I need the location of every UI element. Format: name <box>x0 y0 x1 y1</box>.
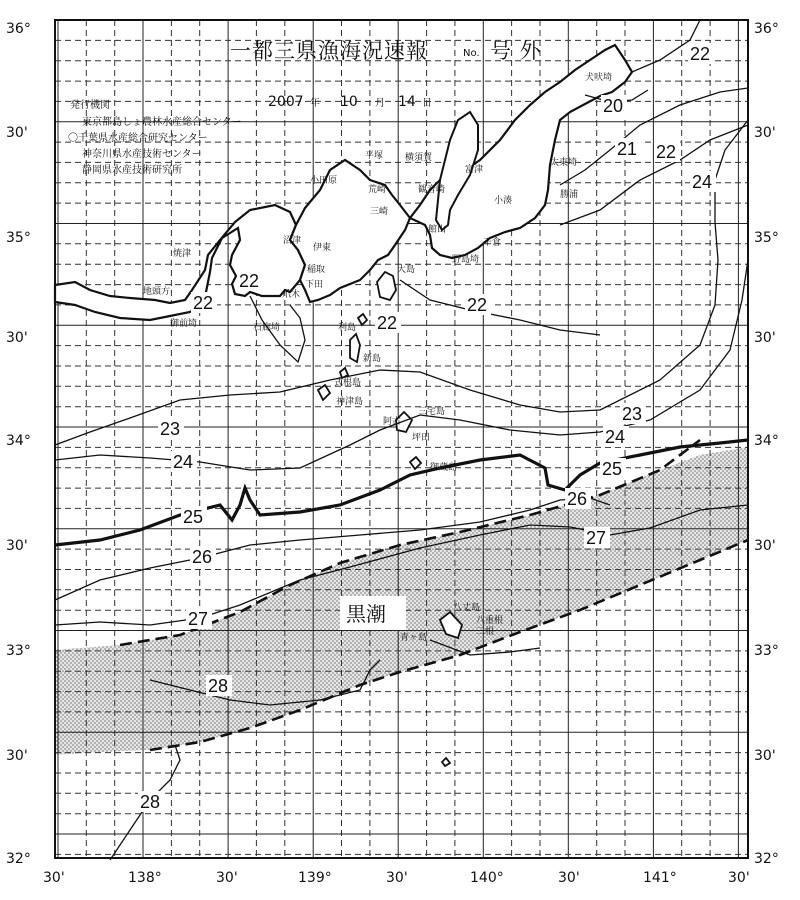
isotherm-label: 22 <box>239 271 260 291</box>
isotherm-label: 27 <box>188 609 209 629</box>
publisher-1: 東京都島しょ農林水産総合センター <box>82 117 242 128</box>
place-label: 大島 <box>397 265 416 275</box>
coastline-honshu <box>55 205 305 320</box>
place-label: 太東埼 <box>550 158 578 168</box>
place-label: 新島 <box>363 354 382 364</box>
place-label: 青ヶ島 <box>400 633 428 643</box>
kuroshio-label: 黒潮 <box>346 602 386 626</box>
place-label: 荒崎 <box>368 185 387 195</box>
longitude-label: 30' <box>558 870 580 886</box>
place-label: 伊東 <box>313 243 332 253</box>
longitude-labels <box>43 870 750 886</box>
longitude-label: 138° <box>128 870 162 886</box>
issue-number: No. <box>463 48 480 59</box>
date-day-unit: 日 <box>422 98 432 109</box>
place-label: 阿古 <box>383 417 402 427</box>
latitude-label-left: 36° <box>6 21 31 37</box>
date-month-unit: 月 <box>375 98 385 109</box>
place-label: 式根島 <box>334 378 362 388</box>
island-kozushima <box>318 385 330 400</box>
place-label: 利島 <box>338 323 357 333</box>
place-label: 坪田 <box>412 433 431 443</box>
place-label: 野島埼 <box>452 255 480 265</box>
place-label: 千倉 <box>483 238 502 248</box>
place-label: 地頭方 <box>143 287 171 297</box>
isotherm-label: 24 <box>692 172 713 192</box>
latitude-label-right: 30' <box>754 538 776 554</box>
publisher-4: 静岡県水産技術研究所 <box>82 165 182 176</box>
island-toshima <box>358 314 367 325</box>
place-label: 下田 <box>305 280 324 290</box>
latitude-label-right: 33° <box>754 643 779 659</box>
isotherm-label: 28 <box>208 676 229 696</box>
isotherm-22-sagami <box>400 280 600 335</box>
issue-suffix: 号 外 <box>490 39 542 63</box>
place-label: 沼津 <box>283 236 302 246</box>
longitude-label: 139° <box>298 870 332 886</box>
latitude-label-left: 33° <box>6 643 31 659</box>
place-label: 三根 <box>476 627 495 637</box>
latitude-label-right: 30' <box>754 125 776 141</box>
isotherm-label: 21 <box>617 139 638 159</box>
latitude-label-left: 30' <box>6 125 28 141</box>
latitude-label-right: 30' <box>754 330 776 346</box>
date-year-unit: 年 <box>310 98 320 109</box>
latitude-label-right: 35° <box>754 230 779 246</box>
latitude-label-left: 30' <box>6 748 28 764</box>
place-label: 八重根 <box>476 616 504 626</box>
longitude-label: 30' <box>386 870 408 886</box>
map-title: 一都三県漁海況速報 <box>230 39 428 63</box>
isotherm-label: 28 <box>140 792 161 812</box>
isotherm-label: 23 <box>160 419 181 439</box>
isotherm-label: 26 <box>192 547 213 567</box>
isotherm-22-north <box>560 125 748 225</box>
latitude-label-right: 34° <box>754 433 779 449</box>
place-label: 観音崎 <box>418 185 446 195</box>
place-label: 横須賀 <box>405 153 433 163</box>
latitude-label-right: 30' <box>754 748 776 764</box>
latitude-label-right: 32° <box>754 851 779 867</box>
island-niijima <box>350 334 360 362</box>
island-aogashima <box>442 758 450 766</box>
isotherm-label: 22 <box>193 293 214 313</box>
place-label: 小田原 <box>310 176 338 186</box>
isotherm-label: 23 <box>622 404 643 424</box>
latitude-label-left: 34° <box>6 433 31 449</box>
place-label: 三宅島 <box>418 407 446 417</box>
isotherm-label: 24 <box>173 452 194 472</box>
place-label: 稲取 <box>307 265 326 275</box>
publisher-3: 神奈川県水産技術センター <box>82 149 202 160</box>
isotherm-label: 22 <box>690 44 711 64</box>
place-label: 爪木 <box>282 290 301 300</box>
isotherm-label: 27 <box>586 528 607 548</box>
place-label: 犬吠埼 <box>585 73 613 83</box>
isotherm-label: 22 <box>377 313 398 333</box>
place-label: 御前埼 <box>170 319 198 329</box>
place-label: 小湊 <box>494 196 513 206</box>
latitude-label-right: 36° <box>754 21 779 37</box>
longitude-label: 30' <box>43 870 65 886</box>
isotherm-label: 20 <box>603 96 624 116</box>
isotherm-label: 25 <box>183 507 204 527</box>
place-label: 石廊埼 <box>253 323 281 333</box>
publishers-heading: 発行機関 <box>70 100 110 111</box>
latitude-label-left: 30' <box>6 538 28 554</box>
island-oshima <box>377 272 396 300</box>
publisher-2: 〇千葉県水産総合研究センター <box>68 133 208 144</box>
isotherm-label: 26 <box>567 489 588 509</box>
place-label: 御蔵島 <box>430 463 458 473</box>
place-label: 富津 <box>465 165 484 175</box>
isotherm-label: 22 <box>656 142 677 162</box>
longitude-label: 140° <box>470 870 504 886</box>
date-year: 2007 <box>268 94 304 110</box>
latitude-label-left: 35° <box>6 230 31 246</box>
place-label: 焼津 <box>173 249 192 259</box>
isotherm-label: 22 <box>467 295 488 315</box>
latitude-label-left: 30' <box>6 330 28 346</box>
place-label: 館山 <box>428 225 447 235</box>
date-day: 14 <box>398 94 416 110</box>
place-label: 神津島 <box>336 397 364 407</box>
latitude-label-left: 32° <box>6 851 31 867</box>
date-month: 10 <box>340 94 358 110</box>
place-label: 平塚 <box>365 151 384 161</box>
longitude-label: 30' <box>216 870 238 886</box>
longitude-label: 30' <box>728 870 750 886</box>
place-label: 三崎 <box>370 207 389 217</box>
isotherm-label: 24 <box>605 427 626 447</box>
longitude-label: 141° <box>643 870 677 886</box>
place-label: 八丈島 <box>453 603 481 613</box>
isotherm-label: 25 <box>602 459 623 479</box>
place-label: 勝浦 <box>560 190 579 200</box>
